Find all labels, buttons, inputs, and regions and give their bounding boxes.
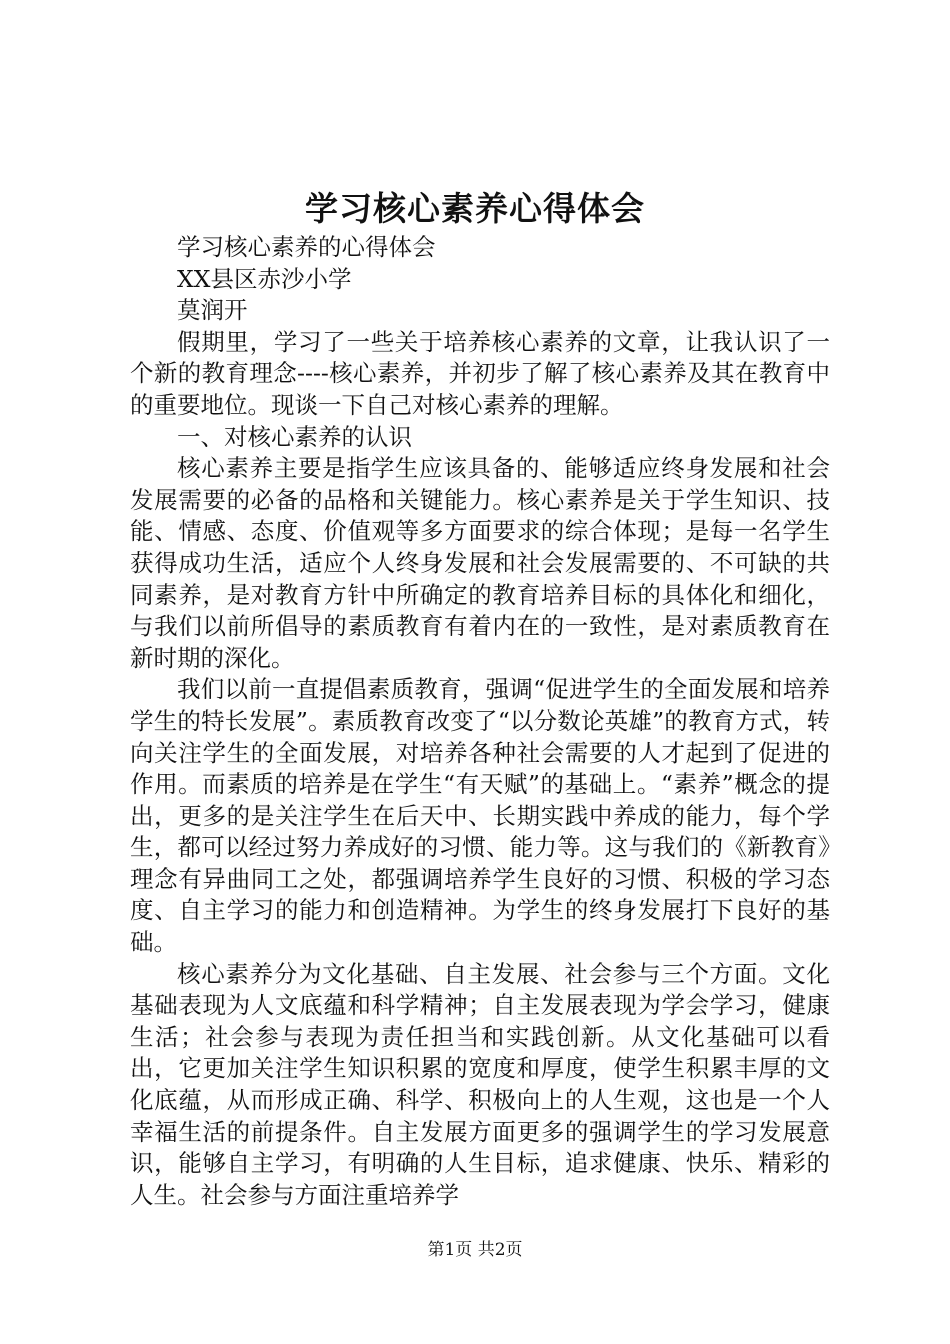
author-paragraph: 莫润开 xyxy=(177,296,248,325)
body-paragraph: 我们以前一直提倡素质教育，强调“促进学生的全面发展和培养学生的特长发展”。素质教育改变了“以分数论英雄”的教育方式，转向关注学生的全面发展，对培养各种社会需要的人才起到了促进的作用。而素质的培养是在学生“有天赋”的基础上。“素养”概念的提出，更多的是关注学生在后天中、长期实践中养成的能力，每个学生，都可以经过努力养成好的习惯、能力等。这与我们的《新教育》理念有异曲同工之处，都强调培养学生良好的习惯、积极的学习态度、自主学习的能力和创造精神。为学生的终身发展打下良好的基础。 xyxy=(130,675,830,957)
page-footer: 第1页 共2页 xyxy=(427,1240,523,1260)
section-heading: 一、对核心素养的认识 xyxy=(177,422,412,451)
document-body xyxy=(130,232,830,1211)
body-paragraph: 核心素养主要是指学生应该具备的、能够适应终身发展和社会发展需要的必备的品格和关键能力。核心素养是关于学生知识、技能、情感、态度、价值观等多方面要求的综合体现；是每一名学生获得成功生活，适应个人终身发展和社会发展需要的、不可缺的共同素养，是对教育方针中所确定的教育培养目标的具体化和细化，与我们以前所倡导的素质教育有着内在的一致性，是对素质教育在新时期的深化。 xyxy=(130,454,830,672)
subtitle-paragraph: 学习核心素养的心得体会 xyxy=(177,233,436,261)
document-title: 学习核心素养心得体会 xyxy=(305,189,645,228)
intro-paragraph: 假期里，学习了一些关于培养核心素养的文章，让我认识了一个新的教育理念----核心素养，并初步了解了核心素养及其在教育中的重要地位。现谈一下自己对核心素养的理解。 xyxy=(130,327,830,419)
body-paragraph: 核心素养分为文化基础、自主发展、社会参与三个方面。文化基础表现为人文底蕴和科学精神；自主发展表现为学会学习，健康生活；社会参与表现为责任担当和实践创新。从文化基础可以看出，它更加关注学生知识积累的宽度和厚度，使学生积累丰厚的文化底蕴，从而形成正确、科学、积极向上的人生观，这也是一个人幸福生活的前提条件。自主发展方面更多的强调学生的学习发展意识，能够自主学习，有明确的人生目标，追求健康、快乐、精彩的人生。社会参与方面注重培养学 xyxy=(130,959,830,1209)
school-paragraph: XX县区赤沙小学 xyxy=(177,264,352,293)
